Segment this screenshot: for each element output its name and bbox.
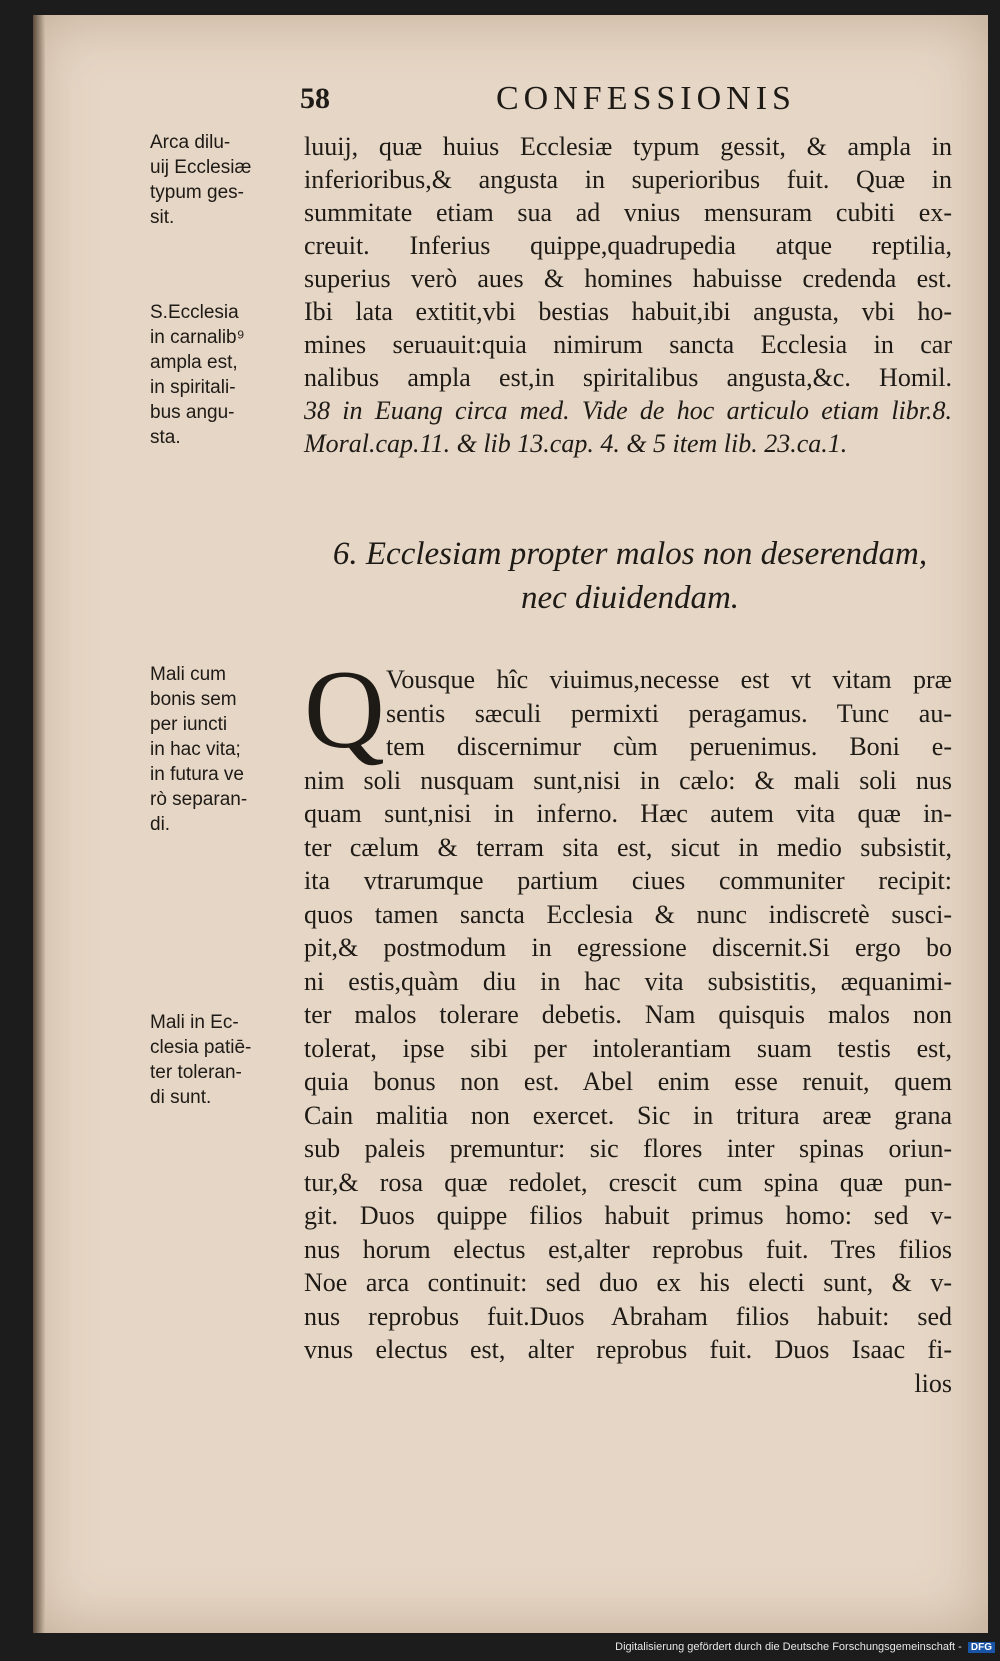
margin-note-line: typum ges- [150, 182, 244, 203]
text-line: tem discernimur cùm peruenimus. Boni e- [386, 732, 952, 761]
text-line: ter malos tolerare debetis. Nam quisquis malos non [304, 1000, 952, 1029]
text-line: sentis sæculi permixti peragamus. Tunc au- [386, 698, 952, 728]
margin-note [150, 300, 290, 450]
text-line: Ibi lata extitit,vbi bestias habuit,ibi angusta, vbi ho- [304, 297, 952, 326]
text-line: sub paleis premuntur: sic flores inter spinas oriun- [304, 1134, 952, 1163]
text-line: ter cælum & terram sita est, sicut in medio subsistit, [304, 832, 952, 862]
running-head [300, 80, 990, 120]
text-line: quos tamen sancta Ecclesia & nunc indiscretè susci- [304, 899, 952, 929]
margin-note-line: sta. [150, 427, 181, 448]
text-line: vnus electus est, alter reprobus fuit. Duos Isaac fi- [304, 1335, 952, 1364]
digitization-footer [615, 1641, 995, 1653]
section-heading: nec diuidendam. [520, 580, 740, 616]
catchword: lios [914, 1368, 952, 1398]
margin-note-line: S.Ecclesia [150, 302, 239, 323]
section-heading: 6. Ecclesiam propter malos non deserendam, [332, 536, 928, 572]
text-line: nus horum electus est,alter reprobus fuit. Tres filios [304, 1234, 952, 1264]
margin-note-line: ampla est, [150, 352, 238, 373]
text-line: summitate etiam sua ad vnius mensuram cubiti ex- [304, 198, 952, 227]
margin-note-line: Mali cum [150, 664, 227, 685]
margin-note-line: in futura ve [150, 764, 244, 785]
margin-note-line: in carnalib⁹ [150, 327, 245, 348]
margin-note-line: Mali in Ec- [150, 1012, 239, 1033]
drop-cap: Q [304, 648, 385, 772]
margin-note-line: rò separan- [150, 789, 248, 810]
margin-note-line: per iuncti [150, 714, 228, 735]
margin-note-line: sit. [150, 207, 175, 228]
dfg-logo: DFG [968, 1642, 995, 1653]
page-binding-edge [33, 15, 45, 1633]
text-line: pit,& postmodum in egressione discernit.Si ergo bo [304, 933, 952, 962]
margin-note-line: ter toleran- [150, 1062, 242, 1083]
text-line: tolerat, ipse sibi per intolerantiam suam testis est, [304, 1033, 952, 1063]
running-title: CONFESSIONIS [496, 80, 796, 117]
margin-note [150, 662, 290, 837]
margin-note-line: uij Ecclesiæ [150, 157, 252, 178]
margin-note-line: di sunt. [150, 1087, 212, 1108]
margin-note-line: clesia patiē- [150, 1037, 252, 1058]
margin-note-line: bus angu- [150, 402, 235, 423]
text-line: creuit. Inferius quippe,quadrupedia atque reptilia, [304, 231, 952, 260]
text-line: Vousque hîc viuimus,necesse est vt vitam præ [386, 665, 952, 694]
text-line: quia bonus non est. Abel enim esse renuit, quem [304, 1067, 952, 1096]
text-line: ita vtrarumque partium ciues communiter recipit: [304, 866, 952, 895]
text-line: nim soli nusquam sunt,nisi in cælo: & mali soli nus [304, 765, 952, 795]
margin-note-line: in spiritali- [150, 377, 236, 398]
text-line: mines seruauit:quia nimirum sancta Ecclesia in car [304, 330, 952, 359]
margin-note-line: Arca dilu- [150, 132, 231, 153]
text-line: Noe arca continuit: sed duo ex his electi sunt, & v- [304, 1268, 952, 1297]
body-text-block [304, 130, 952, 460]
footer-credit: Digitalisierung gefördert durch die Deutsche Forschungsgemeinschaft - [615, 1641, 962, 1653]
margin-note-line: di. [150, 814, 171, 835]
margin-note-line: in hac vita; [150, 739, 241, 760]
text-line: Moral.cap.11. & lib 13.cap. 4. & 5 item lib. 23.ca.1. [304, 429, 848, 458]
body-text-block [304, 663, 952, 1400]
margin-note-line: bonis sem [150, 689, 237, 710]
margin-note [150, 1010, 290, 1110]
text-line: superius verò aues & homines habuisse credenda est. [304, 264, 952, 293]
text-line: inferioribus,& angusta in superioribus fuit. Quæ in [304, 165, 952, 194]
text-line: ni estis,quàm diu in hac vita subsistitis, æquanimi- [304, 966, 952, 996]
text-line: luuij, quæ huius Ecclesiæ typum gessit, & ampla in [304, 132, 952, 161]
margin-note [150, 130, 290, 230]
text-line: tur,& rosa quæ redolet, crescit cum spina quæ pun- [304, 1167, 952, 1197]
text-line: nus reprobus fuit.Duos Abraham filios habuit: sed [304, 1301, 952, 1331]
text-line: git. Duos quippe filios habuit primus homo: sed v- [304, 1201, 952, 1230]
text-line: quam sunt,nisi in inferno. Hæc autem vita quæ in- [304, 799, 952, 828]
page-number: 58 [300, 82, 330, 115]
text-line: nalibus ampla est,in spiritalibus angusta,&c. Homil. [304, 363, 952, 392]
text-line: 38 in Euang circa med. Vide de hoc articulo etiam libr.8. [304, 396, 952, 425]
text-line: Cain malitia non exercet. Sic in tritura areæ grana [304, 1100, 952, 1130]
